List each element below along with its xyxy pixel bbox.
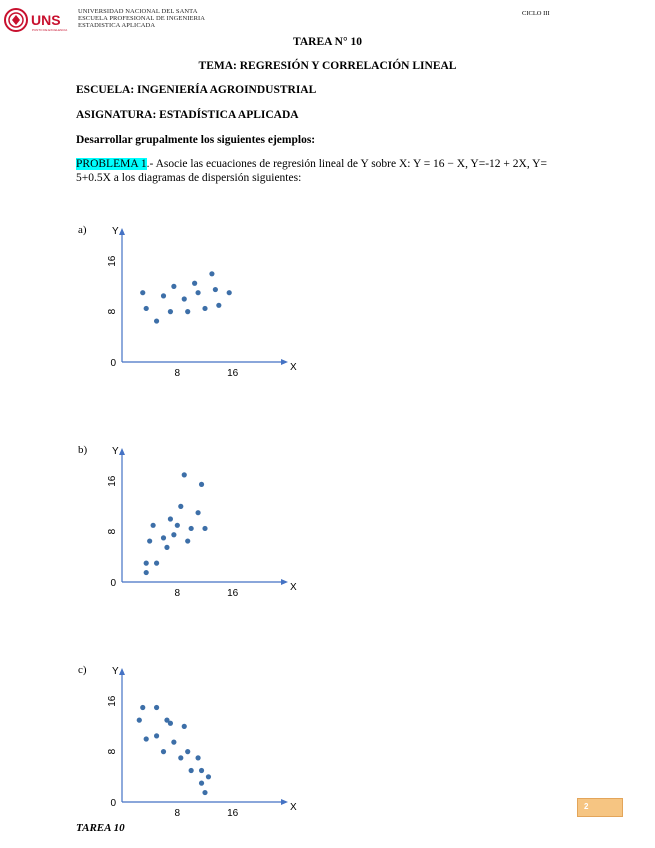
footer-title: TAREA 10 bbox=[76, 822, 125, 834]
data-point bbox=[216, 303, 221, 308]
y-tick-label: 8 bbox=[107, 748, 118, 755]
x-tick-label: 16 bbox=[227, 808, 239, 819]
data-point bbox=[151, 523, 156, 528]
document-title: TAREA N° 10 bbox=[293, 36, 362, 48]
data-point bbox=[168, 721, 173, 726]
data-point bbox=[199, 482, 204, 487]
data-point bbox=[164, 545, 169, 550]
data-point bbox=[144, 570, 149, 575]
y-tick-label: 8 bbox=[107, 308, 118, 315]
logo-subtext: PUNTO DE EXCELENCIA bbox=[32, 28, 68, 32]
x-tick-label: 16 bbox=[227, 368, 239, 379]
school-heading: ESCUELA: INGENIERÍA AGROINDUSTRIAL bbox=[76, 84, 317, 96]
data-point bbox=[154, 561, 159, 566]
x-axis-arrow-icon bbox=[281, 359, 288, 365]
data-point bbox=[206, 774, 211, 779]
data-point bbox=[154, 705, 159, 710]
data-point bbox=[202, 306, 207, 311]
y-axis-label: Y bbox=[112, 446, 119, 457]
data-point bbox=[195, 755, 200, 760]
data-point bbox=[178, 755, 183, 760]
problem-label: PROBLEMA 1 bbox=[76, 158, 147, 170]
data-point bbox=[195, 510, 200, 515]
data-point bbox=[185, 538, 190, 543]
data-point bbox=[195, 290, 200, 295]
data-point bbox=[227, 290, 232, 295]
data-point bbox=[202, 526, 207, 531]
y-tick-label: 16 bbox=[107, 255, 118, 267]
plot-b-label: b) bbox=[78, 444, 88, 456]
data-point bbox=[182, 472, 187, 477]
data-point bbox=[213, 287, 218, 292]
x-axis-label: X bbox=[290, 582, 297, 593]
origin-label: 0 bbox=[110, 798, 116, 809]
page-number: 2 bbox=[584, 802, 589, 811]
data-point bbox=[185, 749, 190, 754]
data-point bbox=[140, 705, 145, 710]
scatter-plot-b bbox=[100, 442, 310, 602]
y-axis-label: Y bbox=[112, 226, 119, 237]
data-point bbox=[189, 768, 194, 773]
problem-text: .- Asocie las ecuaciones de regresión lineal de Y sobre X: Y = 16 − X, Y=-12 + 2X, Y= 5+0.5X a los diagramas de dispersión siguientes: bbox=[76, 158, 547, 184]
x-axis-label: X bbox=[290, 362, 297, 373]
data-point bbox=[168, 309, 173, 314]
data-point bbox=[209, 271, 214, 276]
x-tick-label: 8 bbox=[174, 368, 181, 379]
data-point bbox=[199, 768, 204, 773]
data-point bbox=[144, 561, 149, 566]
x-axis-arrow-icon bbox=[281, 799, 288, 805]
data-point bbox=[161, 293, 166, 298]
y-tick-label: 8 bbox=[107, 528, 118, 535]
subject-heading: ASIGNATURA: ESTADÍSTICA APLICADA bbox=[76, 109, 299, 121]
data-point bbox=[171, 740, 176, 745]
x-tick-label: 16 bbox=[227, 588, 239, 599]
x-axis-label: X bbox=[290, 802, 297, 813]
institution-line-1: UNIVERSIDAD NACIONAL DEL SANTA bbox=[78, 8, 198, 15]
scatter-plot-a bbox=[100, 222, 310, 382]
instruction-heading: Desarrollar grupalmente los siguientes ejemplos: bbox=[76, 134, 316, 146]
y-axis-arrow-icon bbox=[119, 448, 125, 455]
data-point bbox=[178, 504, 183, 509]
problem-statement bbox=[76, 158, 576, 185]
x-axis-arrow-icon bbox=[281, 579, 288, 585]
cycle-label: CICLO III bbox=[522, 10, 550, 17]
page-number-badge bbox=[577, 798, 623, 817]
data-point bbox=[175, 523, 180, 528]
plot-c-label: c) bbox=[78, 664, 87, 676]
data-point bbox=[192, 281, 197, 286]
data-point bbox=[185, 309, 190, 314]
data-point bbox=[144, 306, 149, 311]
y-axis-arrow-icon bbox=[119, 228, 125, 235]
scatter-plot-c bbox=[100, 662, 310, 822]
data-point bbox=[182, 724, 187, 729]
institution-line-2: ESCUELA PROFESIONAL DE INGENIERIA bbox=[78, 15, 206, 22]
data-point bbox=[182, 296, 187, 301]
data-point bbox=[144, 736, 149, 741]
y-axis-label: Y bbox=[112, 666, 119, 677]
data-point bbox=[199, 781, 204, 786]
data-point bbox=[161, 535, 166, 540]
data-point bbox=[171, 284, 176, 289]
data-point bbox=[202, 790, 207, 795]
data-point bbox=[137, 718, 142, 723]
y-tick-label: 16 bbox=[107, 475, 118, 487]
plot-a-label: a) bbox=[78, 224, 87, 236]
origin-label: 0 bbox=[110, 578, 116, 589]
x-tick-label: 8 bbox=[174, 808, 181, 819]
data-point bbox=[140, 290, 145, 295]
university-logo bbox=[4, 6, 74, 36]
data-point bbox=[168, 516, 173, 521]
data-point bbox=[154, 733, 159, 738]
topic-heading: TEMA: REGRESIÓN Y CORRELACIÓN LINEAL bbox=[198, 60, 457, 72]
data-point bbox=[189, 526, 194, 531]
logo-text: UNS bbox=[31, 12, 61, 28]
y-axis-arrow-icon bbox=[119, 668, 125, 675]
data-point bbox=[154, 318, 159, 323]
data-point bbox=[161, 749, 166, 754]
origin-label: 0 bbox=[110, 358, 116, 369]
x-tick-label: 8 bbox=[174, 588, 181, 599]
institution-line-3: ESTADISTICA APLICADA bbox=[78, 22, 156, 29]
data-point bbox=[171, 532, 176, 537]
data-point bbox=[147, 538, 152, 543]
y-tick-label: 16 bbox=[107, 695, 118, 707]
